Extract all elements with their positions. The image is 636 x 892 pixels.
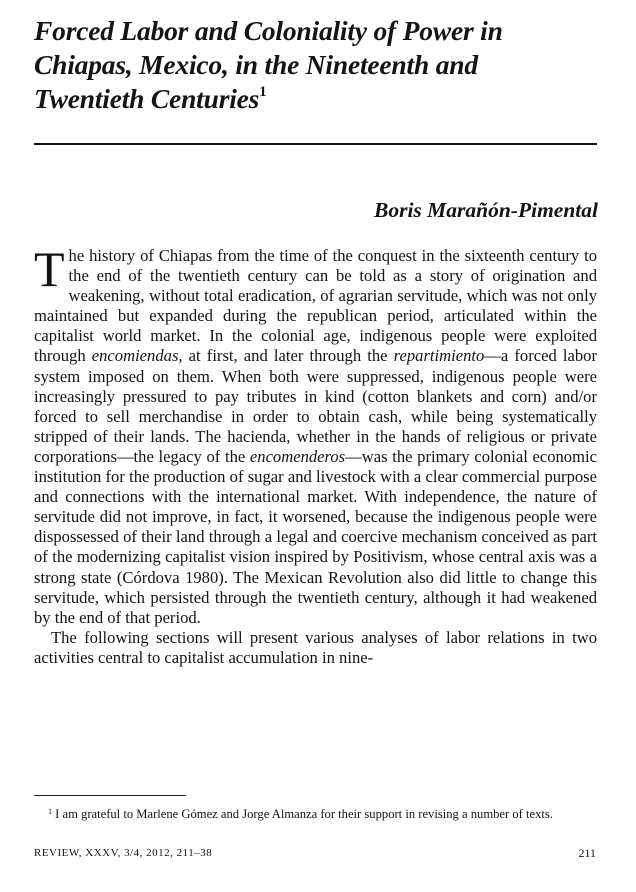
article-title-text: Forced Labor and Coloniality of Power in Chiapas, Mexico, in the Nineteenth and Twentieth Centuries bbox=[34, 15, 503, 114]
body-text: , at first, and later through the bbox=[178, 346, 394, 366]
title-divider bbox=[34, 143, 597, 145]
article-title bbox=[34, 14, 594, 116]
body-text: he history of Chiapas from the time of the conquest in the sixteenth century to the end of the twentieth century can be told as a story of origination and weakening, without total eradication, of agrarian servitude, which was not only maintained but expanded during the republican period, articulated within the capitalist world market. In the colonial age, indigenous people were exploited through bbox=[34, 246, 597, 366]
italic-term: repartimiento bbox=[393, 346, 485, 366]
footnote-text: I am grateful to Marlene Gómez and Jorge Almanza for their support in revising a number of texts. bbox=[52, 807, 553, 821]
author-name: Boris Marañón-Pimental bbox=[373, 198, 598, 222]
italic-term: encomenderos bbox=[249, 446, 346, 466]
body-paragraph-1 bbox=[34, 241, 598, 628]
italic-term: encomiendas bbox=[91, 346, 179, 366]
body-paragraph-2: The following sections will present various analyses of labor relations in two activities central to capitalist accumulation in nine- bbox=[34, 627, 597, 667]
body-text: —a forced labor system imposed on them. When both were suppressed, indigenous people were increasingly pressured to pay tributes in kind (cotton blankets and corn) and/or forced to sell merchandise in order to obtain cash, while being systematically stripped of their lands. The hacienda, whether in the hands of religious or private corporations—the legacy of the bbox=[34, 346, 598, 466]
journal-citation: REVIEW, XXXV, 3/4, 2012, 211–38 bbox=[34, 847, 213, 859]
body-text: —was the primary colonial economic institution for the production of sugar and livestock with a clear commercial purpose and connections with the international market. With independence, the nature of servitude did not improve, in fact, it worsened, because the indigenous people were dispossessed of their land through a legal and coercive mechanism conceived as part of the modernizing capitalist vision inspired by Positivism, whose central axis was a strong state (Córdova 1980). The Mexican Revolution also did little to change this servitude, which persisted through the twentieth century, although it had weakened by the end of that period. bbox=[34, 446, 597, 627]
page-number: 211 bbox=[578, 846, 596, 860]
footnote-marker: 1 bbox=[48, 807, 52, 816]
title-footnote-marker[interactable]: 1 bbox=[259, 84, 267, 100]
drop-cap: T bbox=[34, 241, 65, 297]
article-body bbox=[34, 241, 598, 668]
footnote-divider bbox=[34, 795, 186, 796]
footnote bbox=[34, 806, 597, 822]
